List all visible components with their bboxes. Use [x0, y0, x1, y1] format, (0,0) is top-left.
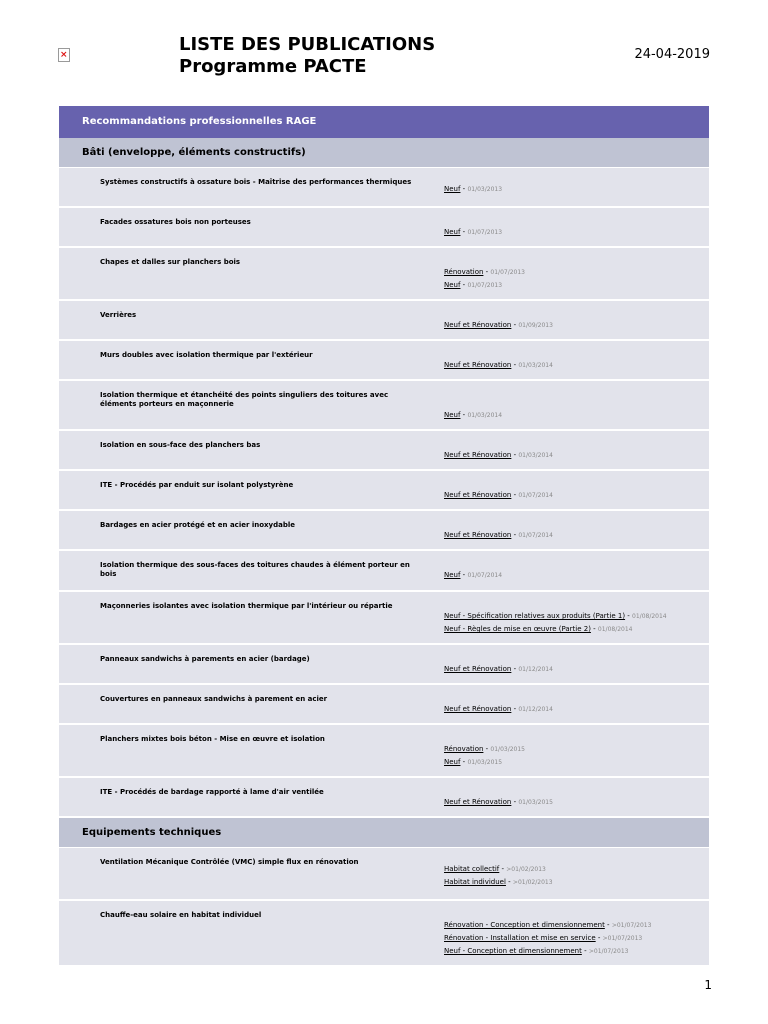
separator: -	[511, 491, 519, 499]
publication-row	[59, 901, 709, 967]
publication-link[interactable]: Neuf - Règles de mise en œuvre (Partie 2)	[444, 625, 591, 633]
publication-link[interactable]: Habitat individuel	[444, 878, 506, 886]
publication-row	[59, 848, 709, 901]
publication-row	[59, 592, 709, 645]
publication-entry	[444, 703, 553, 716]
category-container	[59, 138, 709, 967]
separator: -	[511, 705, 519, 713]
publication-date: 01/07/2014	[518, 532, 553, 539]
publication-date: 01/03/2014	[518, 452, 553, 459]
publication-date: 01/03/2014	[467, 412, 503, 419]
separator: -	[595, 934, 603, 942]
publication-entry	[444, 743, 525, 756]
publication-links	[444, 743, 525, 769]
publication-row	[59, 551, 709, 592]
publication-date: >01/07/2013	[611, 922, 652, 929]
publication-links	[444, 409, 502, 422]
publication-row	[59, 471, 709, 511]
page-number: 1	[704, 978, 712, 992]
publication-link[interactable]: Neuf et Rénovation	[444, 705, 512, 713]
publication-title: Maçonneries isolantes avec isolation thermique par l'intérieur ou répartie	[100, 602, 393, 610]
title-line-1: LISTE DES PUBLICATIONS	[179, 34, 436, 55]
publication-date: 01/09/2013	[518, 322, 553, 329]
publication-date: >01/07/2013	[602, 935, 643, 942]
publication-date: 01/07/2013	[490, 269, 525, 276]
publication-entry	[444, 359, 553, 372]
publication-title: Panneaux sandwichs à parements en acier (bardage)	[100, 655, 310, 663]
publication-entry	[444, 796, 553, 809]
publication-links	[444, 489, 553, 502]
publication-link[interactable]: Neuf et Rénovation	[444, 531, 512, 539]
publication-date: 01/08/2014	[597, 626, 633, 633]
separator: -	[460, 571, 468, 579]
separator: -	[511, 361, 519, 369]
publication-entry	[444, 279, 525, 292]
publication-title: ITE - Procédés de bardage rapporté à lame d'air ventilée	[100, 788, 324, 796]
publication-link[interactable]: Neuf et Rénovation	[444, 798, 512, 806]
publication-date: 01/08/2014	[632, 613, 667, 620]
publication-row	[59, 301, 709, 341]
broken-image-icon: ×	[58, 48, 70, 62]
separator: -	[483, 745, 491, 753]
publication-links	[444, 359, 553, 372]
category-header: Bâti (enveloppe, éléments constructifs)	[59, 138, 709, 168]
publication-link[interactable]: Neuf	[444, 411, 461, 419]
publication-date: 01/12/2014	[518, 706, 553, 713]
section-header: Recommandations professionnelles RAGE	[59, 106, 709, 138]
publication-row	[59, 645, 709, 685]
publication-link[interactable]: Rénovation	[444, 745, 484, 753]
publication-entry	[444, 756, 525, 769]
publication-link[interactable]: Rénovation	[444, 268, 484, 276]
publication-link[interactable]: Neuf	[444, 758, 461, 766]
publication-title: Couvertures en panneaux sandwichs à parement en acier	[100, 695, 328, 703]
publication-entry	[444, 266, 525, 279]
separator: -	[511, 451, 519, 459]
publication-entry	[444, 623, 667, 636]
publication-title: Bardages en acier protégé et en acier inoxydable	[100, 521, 296, 529]
document-date: 24-04-2019	[634, 47, 710, 62]
publication-links	[444, 610, 667, 636]
category-header: Equipements techniques	[59, 818, 709, 848]
separator: -	[511, 531, 519, 539]
publication-link[interactable]: Rénovation - Installation et mise en service	[444, 934, 596, 942]
publication-date: 01/03/2015	[490, 746, 525, 753]
publication-entry	[444, 663, 553, 676]
publication-title: Facades ossatures bois non porteuses	[100, 218, 251, 226]
publication-links	[444, 569, 502, 582]
publication-entry	[444, 449, 553, 462]
publication-link[interactable]: Habitat collectif	[444, 865, 500, 873]
publication-title: Chapes et dalles sur planchers bois	[100, 258, 241, 266]
publication-link[interactable]: Neuf	[444, 281, 461, 289]
separator: -	[511, 798, 519, 806]
separator: -	[590, 625, 598, 633]
publication-links	[444, 863, 553, 889]
publication-date: 01/03/2014	[518, 362, 553, 369]
publication-links	[444, 919, 651, 958]
publication-links	[444, 529, 553, 542]
publication-links	[444, 449, 553, 462]
publication-date: 01/12/2014	[518, 666, 553, 673]
publication-entry	[444, 610, 667, 623]
publication-entry	[444, 226, 502, 239]
publication-row	[59, 778, 709, 818]
publication-row	[59, 208, 709, 248]
separator: -	[460, 281, 468, 289]
publication-entry	[444, 529, 553, 542]
publication-row	[59, 511, 709, 551]
title-line-2: Programme PACTE	[179, 56, 367, 77]
separator: -	[625, 612, 633, 620]
publication-link[interactable]: Neuf et Rénovation	[444, 491, 512, 499]
publication-entry	[444, 319, 553, 332]
publication-entry	[444, 919, 651, 932]
publication-date: 01/03/2015	[467, 759, 503, 766]
publication-title: Chauffe-eau solaire en habitat individuel	[100, 911, 262, 919]
publication-date: 01/03/2013	[467, 186, 503, 193]
publication-link[interactable]: Neuf - Spécification relatives aux produits (Partie 1)	[444, 612, 626, 620]
publication-entry	[444, 945, 651, 958]
publication-link[interactable]: Neuf et Rénovation	[444, 665, 512, 673]
publication-title: Ventilation Mécanique Contrôlée (VMC) simple flux en rénovation	[100, 858, 359, 866]
publication-date: >01/02/2013	[506, 866, 546, 873]
publication-links	[444, 703, 553, 716]
publication-entry	[444, 876, 553, 889]
publication-row	[59, 431, 709, 471]
publication-links	[444, 319, 553, 332]
separator: -	[460, 228, 468, 236]
page-title	[179, 34, 435, 78]
publication-row	[59, 725, 709, 778]
separator: -	[581, 947, 589, 955]
publication-title: Murs doubles avec isolation thermique par l'extérieur	[100, 351, 313, 359]
separator: -	[460, 411, 468, 419]
publication-title: Isolation thermique des sous-faces des toitures chaudes à élément porteur en bois	[100, 561, 410, 578]
publication-row	[59, 168, 709, 208]
publication-title: Planchers mixtes bois béton - Mise en œuvre et isolation	[100, 735, 325, 743]
publication-date: 01/07/2013	[467, 282, 503, 289]
publication-link[interactable]: Rénovation - Conception et dimensionnement	[444, 921, 605, 929]
separator: -	[505, 878, 513, 886]
publication-entry	[444, 409, 502, 422]
publication-date: >01/07/2013	[588, 948, 629, 955]
publication-entry	[444, 569, 502, 582]
publication-row	[59, 341, 709, 381]
separator: -	[460, 185, 468, 193]
publication-link[interactable]: Neuf et Rénovation	[444, 451, 512, 459]
publication-title: Systèmes constructifs à ossature bois - Maîtrise des performances thermiques	[100, 178, 412, 186]
publication-link[interactable]: Neuf	[444, 185, 461, 193]
publication-date: 01/07/2014	[467, 572, 503, 579]
publication-title: Isolation en sous-face des planchers bas	[100, 441, 261, 449]
publication-date: 01/07/2013	[467, 229, 503, 236]
publication-entry	[444, 932, 651, 945]
publication-entry	[444, 183, 502, 196]
publication-title: Isolation thermique et étanchéité des points singuliers des toitures avec éléments porteurs en maçonnerie	[100, 391, 389, 408]
publication-row	[59, 685, 709, 725]
publication-link[interactable]: Neuf	[444, 228, 461, 236]
separator: -	[483, 268, 491, 276]
publication-links	[444, 226, 502, 239]
publication-link[interactable]: Neuf et Rénovation	[444, 321, 512, 329]
publication-entry	[444, 489, 553, 502]
publication-row	[59, 381, 709, 431]
publication-date: 01/03/2015	[518, 799, 553, 806]
separator: -	[511, 665, 519, 673]
publication-links	[444, 183, 502, 196]
publication-date: 01/07/2014	[518, 492, 553, 499]
separator: -	[499, 865, 507, 873]
publication-link[interactable]: Neuf et Rénovation	[444, 361, 512, 369]
separator: -	[604, 921, 612, 929]
publication-list	[59, 106, 709, 967]
publication-link[interactable]: Neuf - Conception et dimensionnement	[444, 947, 582, 955]
publication-links	[444, 796, 553, 809]
publication-link[interactable]: Neuf	[444, 571, 461, 579]
publication-title: ITE - Procédés par enduit sur isolant polystyrène	[100, 481, 294, 489]
publication-row	[59, 248, 709, 301]
publication-title: Verrières	[100, 311, 137, 319]
separator: -	[460, 758, 468, 766]
publication-entry	[444, 863, 553, 876]
separator: -	[511, 321, 519, 329]
publication-links	[444, 266, 525, 292]
publication-links	[444, 663, 553, 676]
publication-date: >01/02/2013	[512, 879, 553, 886]
